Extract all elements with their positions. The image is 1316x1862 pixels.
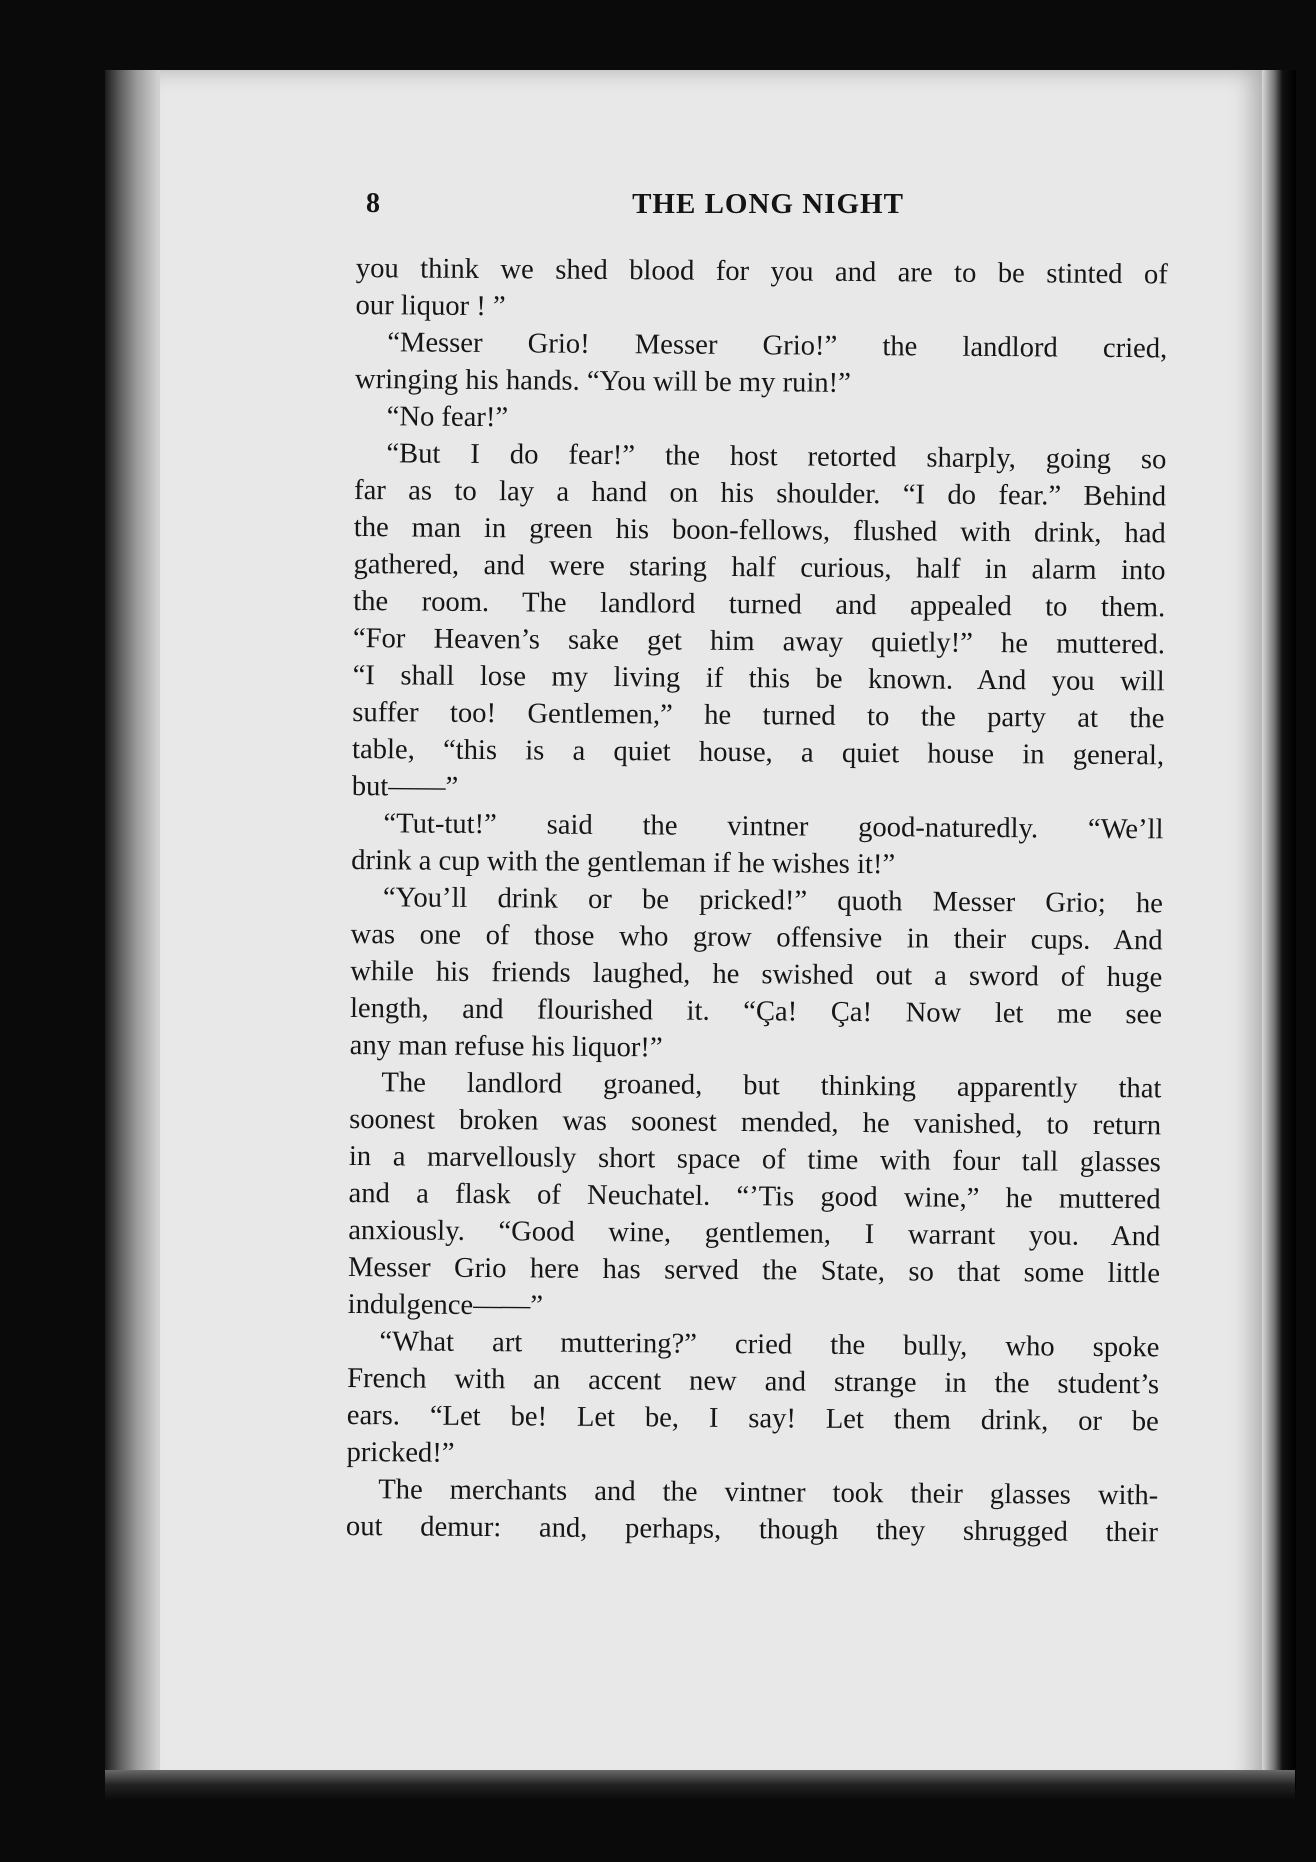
text-line: our liquor ! ” bbox=[355, 289, 506, 323]
text-line: anxiously. “Good wine, gentlemen, I warrant you. And bbox=[348, 1214, 1161, 1253]
text-line: but——” bbox=[351, 770, 459, 803]
page-bottom-edge bbox=[105, 1770, 1295, 1800]
text-line: indulgence——” bbox=[347, 1288, 544, 1322]
text-line: “What art muttering?” cried the bully, who spoke bbox=[379, 1326, 1160, 1364]
text-line: drink a cup with the gentleman if he wishes it!” bbox=[351, 844, 896, 881]
text-line: “But I do fear!” the host retorted sharply, going so bbox=[386, 438, 1167, 476]
text-line: length, and flourished it. “Ça! Ça! Now let me see bbox=[349, 992, 1163, 1031]
text-line: out demur: and, perhaps, though they shrugged their bbox=[345, 1510, 1159, 1549]
text-line: while his friends laughed, he swished out a sword of huge bbox=[350, 955, 1163, 994]
text-line: soonest broken was soonest mended, he vanished, to return bbox=[349, 1103, 1162, 1142]
text-line: The landlord groaned, but thinking apparently that bbox=[381, 1067, 1162, 1105]
text-line: “Tut-tut!” said the vintner good-naturedly. “We’ll bbox=[383, 808, 1164, 846]
text-line: was one of those who grow offensive in their cups. And bbox=[350, 918, 1163, 957]
text-line: far as to lay a hand on his shoulder. “I do fear.” Behind bbox=[353, 474, 1167, 513]
body-text bbox=[346, 250, 1168, 1551]
text-line: the man in green his boon-fellows, flushed with drink, had bbox=[353, 511, 1166, 550]
text-line: Messer Grio here has served the State, so that some little bbox=[347, 1251, 1161, 1290]
text-line: in a marvellously short space of time with four tall glasses bbox=[348, 1140, 1161, 1179]
text-line: gathered, and were staring half curious, half in alarm into bbox=[353, 548, 1166, 587]
page-number: 8 bbox=[366, 188, 380, 219]
page-header bbox=[366, 188, 1170, 228]
text-line: “I shall lose my living if this be known. And you will bbox=[352, 659, 1165, 698]
running-title: THE LONG NIGHT bbox=[632, 188, 904, 220]
text-line: French with an accent new and strange in the student’s bbox=[347, 1362, 1160, 1401]
text-line: “No fear!” bbox=[386, 401, 509, 434]
text-line: you think we shed blood for you and are to be stinted of bbox=[355, 252, 1168, 291]
text-line: The merchants and the vintner took their glasses with- bbox=[378, 1474, 1159, 1512]
text-line: any man refuse his liquor!” bbox=[349, 1029, 663, 1064]
text-line: table, “this is a quiet house, a quiet house in general, bbox=[351, 733, 1165, 772]
text-line: suffer too! Gentlemen,” he turned to the party at the bbox=[352, 696, 1165, 735]
text-line: ears. “Let be! Let be, I say! Let them drink, or be bbox=[346, 1399, 1159, 1438]
text-line: “You’ll drink or be pricked!” quoth Messer Grio; he bbox=[382, 882, 1164, 920]
text-line: wringing his hands. “You will be my ruin!” bbox=[354, 363, 851, 399]
page-right-edge bbox=[1262, 70, 1296, 1790]
text-line: “Messer Grio! Messer Grio!” the landlord cried, bbox=[387, 327, 1168, 365]
text-line: and a flask of Neuchatel. “’Tis good wine,” he muttered bbox=[348, 1177, 1161, 1216]
text-line: “For Heaven’s sake get him away quietly!” he muttered. bbox=[352, 622, 1166, 661]
text-line: the room. The landlord turned and appealed to them. bbox=[353, 585, 1166, 624]
text-line: pricked!” bbox=[346, 1436, 455, 1469]
